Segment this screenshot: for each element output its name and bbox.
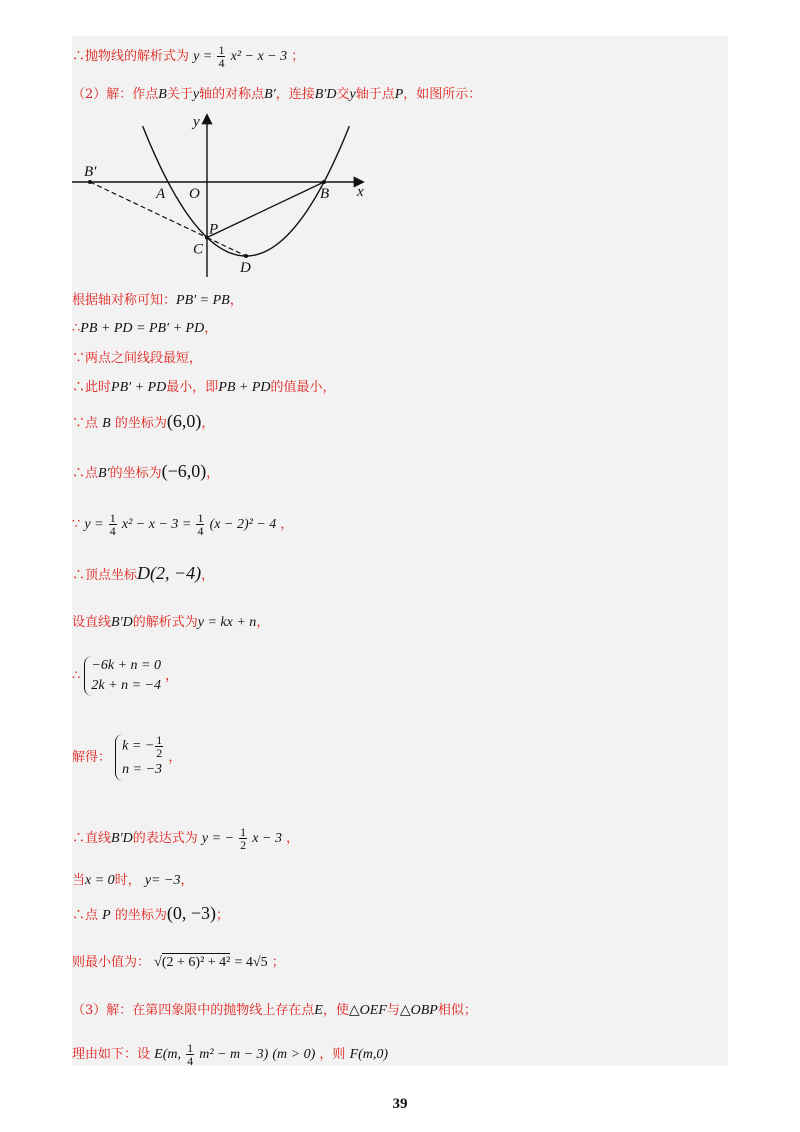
line-symmetry: 根据轴对称可知：PB′ = PB， <box>72 293 243 308</box>
page-number: 39 <box>392 1096 408 1112</box>
label-O: O <box>189 186 200 202</box>
line-min-value: 则最小值为： √(2 + 6)² + 4² = 4√5 ； <box>72 955 285 970</box>
point-D <box>244 254 248 258</box>
line-x-zero: 当x = 0时， y= −3， <box>72 873 194 888</box>
line-line-expression: ∴直线B′D的表达式为 y = − $\frac{1}{2}$ x − 3 ， <box>72 825 300 852</box>
point-Bp <box>88 180 92 184</box>
line-vertex-coord: ∴顶点坐标D(2, −4)， <box>72 563 215 583</box>
label-C: C <box>193 241 204 258</box>
line-P-coord: ∴点 P 的坐标为(0, −3)； <box>72 903 230 923</box>
label-Bp: B′ <box>84 164 97 180</box>
line-set-line: 设直线B′D的解析式为y = kx + n， <box>72 615 270 630</box>
line-vertex-form: ∵ y = $\frac{1}{4}$ x² − x − 3 = $\frac{1}{4}$ (x − 2)² − 4 ， <box>72 511 294 538</box>
label-A: A <box>156 186 166 202</box>
line-part3-intro: （3）解：在第四象限中的抛物线上存在点E，使△OEF与△OBP相似； <box>72 1003 477 1018</box>
segment-PD <box>207 238 246 257</box>
line-sum-equality: ∴PB + PD = PB′ + PD， <box>72 321 218 336</box>
label-D: D <box>240 260 251 276</box>
label-y: y <box>193 114 200 130</box>
line-part2-intro: （2）解：作点B关于y轴的对称点B′，连接B′D交y轴于点P，如图所示： <box>72 87 482 102</box>
line-Bp-coord: ∴点B′的坐标为(−6,0)， <box>72 461 220 481</box>
line-shortest: ∵两点之间线段最短， <box>72 351 203 366</box>
line-reason: 理由如下：设 E(m, $\frac{1}{4}$ m² − m − 3) (m > 0) ，则 F(m,0) <box>72 1041 389 1068</box>
label-x: x <box>357 184 364 200</box>
line-B-coord: ∵点 B 的坐标为(6,0)， <box>72 411 215 431</box>
line-solution: 解得： k = − $\frac{1}{2}$ n = −3 ， <box>72 734 181 781</box>
parabola-graph <box>72 112 372 282</box>
segment-PB <box>207 182 324 238</box>
label-B: B <box>320 186 330 202</box>
line-system: ∴ −6k + n = 0 2k + n = −4 ， <box>72 656 178 696</box>
line-parabola-result: ∴抛物线的解析式为 y = $\frac{1}{4}$ x² − x − 3 ； <box>72 43 305 70</box>
label-P: P <box>209 221 219 238</box>
line-minimum: ∴此时PB′ + PD最小，即PB + PD的值最小， <box>72 380 336 395</box>
point-B <box>322 180 326 184</box>
parabola-curve <box>143 126 350 256</box>
